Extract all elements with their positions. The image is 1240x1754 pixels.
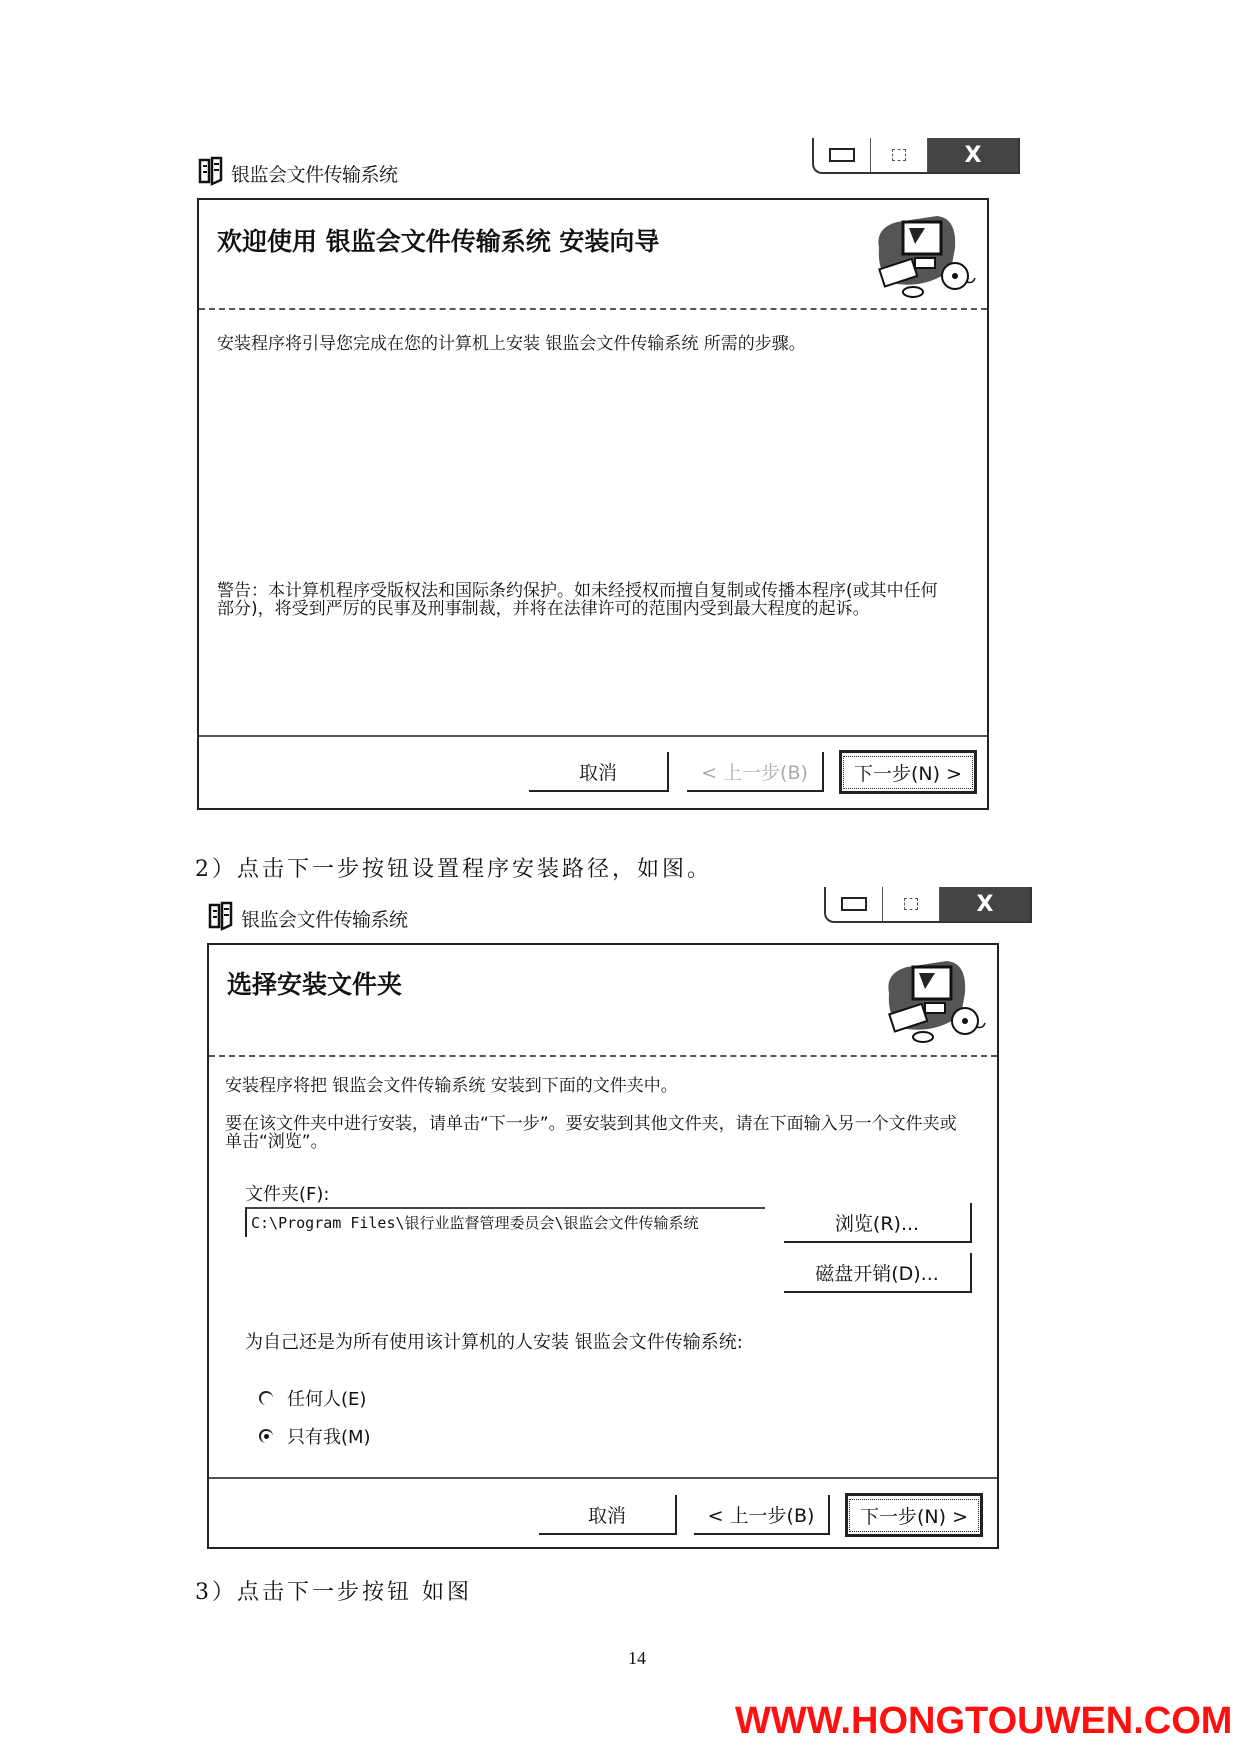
footer-separator <box>209 1477 997 1479</box>
wizard-title: 选择安装文件夹 <box>227 970 403 999</box>
folder-path-input[interactable]: C:\Program Files\银行业监督管理委员会\银监会文件传输系统 <box>245 1207 765 1237</box>
watermark: WWW.HONGTOUWEN.COM <box>735 1700 1233 1742</box>
intro-text: 安装程序将引导您完成在您的计算机上安装 银监会文件传输系统 所需的步骤。 <box>217 334 806 354</box>
wizard-title: 欢迎使用 银监会文件传输系统 安装向导 <box>217 227 660 256</box>
back-label: < 上一步(B) <box>701 761 808 784</box>
window-title: 银监会文件传输系统 <box>231 164 398 186</box>
maximize-button[interactable] <box>871 138 928 172</box>
wizard-header <box>209 945 997 1057</box>
next-button[interactable] <box>845 1493 983 1537</box>
minimize-button[interactable] <box>826 887 883 921</box>
close-icon: X <box>976 891 994 917</box>
disk-cost-label: 磁盘开销(D)... <box>815 1262 939 1285</box>
maximize-icon <box>892 149 906 161</box>
select-folder-dialog <box>207 891 1003 1555</box>
app-icon <box>207 901 233 931</box>
radio-label: 任何人(E) <box>287 1389 367 1410</box>
back-label: < 上一步(B) <box>707 1504 815 1527</box>
browse-button[interactable] <box>784 1203 972 1243</box>
footer-separator <box>199 735 987 737</box>
browse-label: 浏览(R)... <box>834 1212 920 1235</box>
copyright-warning: 警告：本计算机程序受版权法和国际条约保护。如未经授权而擅自复制或传播本程序(或其中任何部分)，将受到严厉的民事及刑事制裁，并将在法律许可的范围内受到最大程度的起诉。 <box>217 581 938 619</box>
title-bar <box>197 142 989 192</box>
radio-everyone[interactable] <box>259 1385 366 1411</box>
dialog-frame <box>197 198 989 810</box>
window-title: 银监会文件传输系统 <box>241 909 408 931</box>
back-button[interactable] <box>694 1495 830 1535</box>
minimize-icon <box>841 897 867 911</box>
radio-button[interactable] <box>259 1391 273 1405</box>
folder-label: 文件夹(F): <box>245 1184 330 1205</box>
install-location-text: 安装程序将把 银监会文件传输系统 安装到下面的文件夹中。 <box>225 1076 678 1096</box>
title-bar <box>207 891 1003 937</box>
next-button[interactable] <box>839 750 977 794</box>
step-3-caption: 3）点击下一步按钮 如图 <box>195 1580 472 1605</box>
close-button[interactable] <box>928 138 1018 172</box>
radio-just-me[interactable] <box>259 1423 371 1449</box>
window-controls <box>824 887 1032 923</box>
welcome-dialog <box>197 142 989 810</box>
cancel-label: 取消 <box>578 761 617 784</box>
close-icon: X <box>964 142 982 168</box>
maximize-button[interactable] <box>883 887 940 921</box>
computer-illustration-icon <box>867 208 977 304</box>
step-2-caption: 2）点击下一步按钮设置程序安装路径，如图。 <box>195 857 712 882</box>
next-label: 下一步(N) > <box>843 756 973 789</box>
radio-button-checked[interactable] <box>259 1429 273 1443</box>
radio-label: 只有我(M) <box>287 1427 371 1448</box>
minimize-button[interactable] <box>814 138 871 172</box>
instructions-text: 要在该文件夹中进行安装，请单击“下一步”。要安装到其他文件夹，请在下面输入另一个文件夹或单击“浏览”。 <box>225 1114 957 1152</box>
close-button[interactable] <box>940 887 1030 921</box>
back-button[interactable] <box>687 752 824 792</box>
dialog-frame <box>207 943 999 1549</box>
minimize-icon <box>829 148 855 162</box>
install-for-question: 为自己还是为所有使用该计算机的人安装 银监会文件传输系统: <box>245 1332 743 1353</box>
maximize-icon <box>904 898 918 910</box>
page-number: 14 <box>628 1648 646 1668</box>
next-label: 下一步(N) > <box>849 1499 979 1532</box>
computer-illustration-icon <box>877 953 987 1049</box>
app-icon <box>197 156 223 186</box>
cancel-button[interactable] <box>539 1495 677 1535</box>
cancel-label: 取消 <box>587 1504 626 1527</box>
wizard-header <box>199 200 987 310</box>
window-controls <box>812 138 1020 174</box>
cancel-button[interactable] <box>529 752 669 792</box>
disk-cost-button[interactable] <box>784 1253 972 1293</box>
